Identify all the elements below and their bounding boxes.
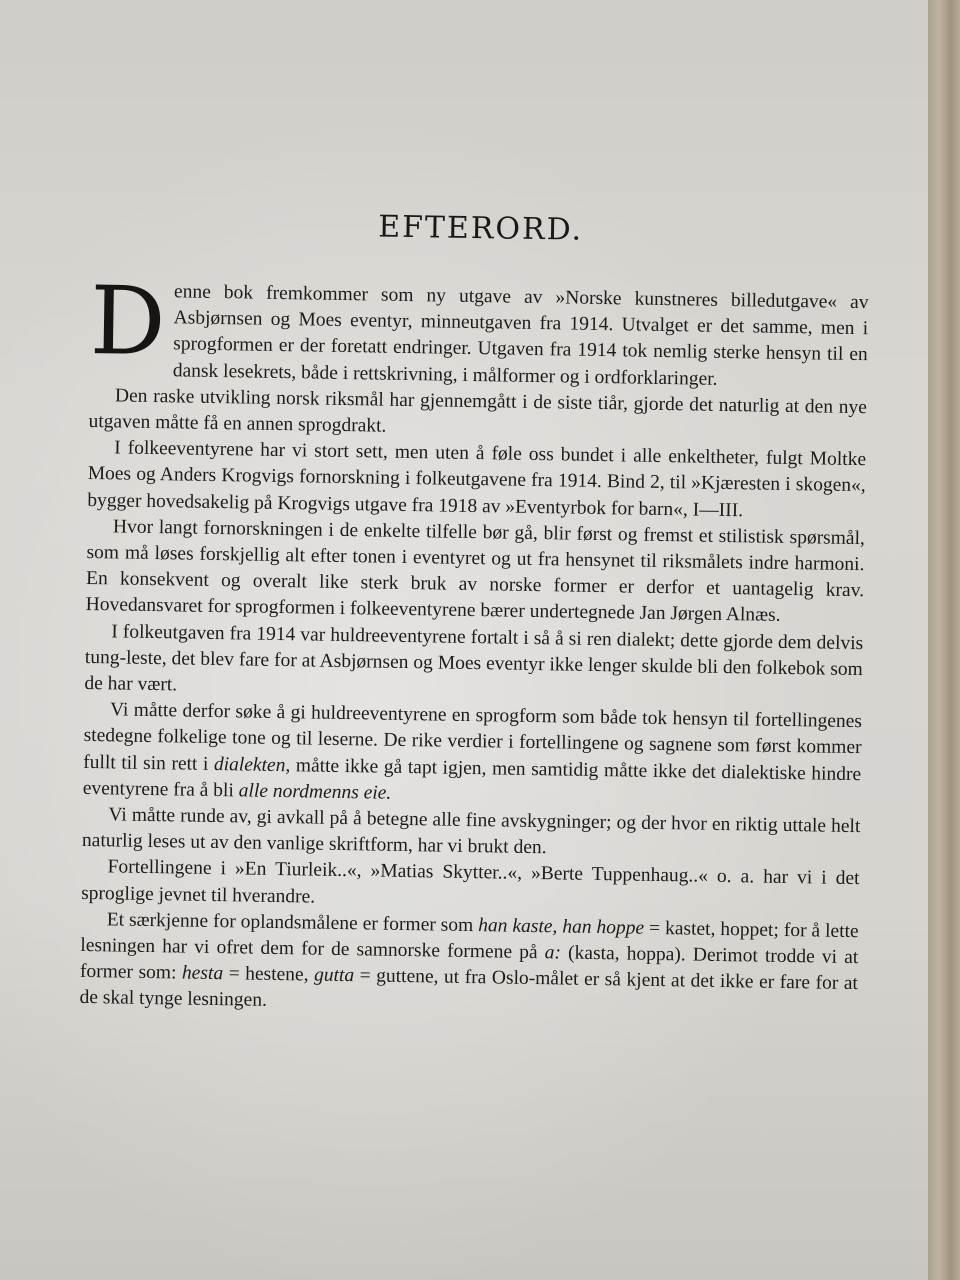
page-heading: EFTERORD. [377, 209, 584, 248]
page-edge [928, 0, 960, 1280]
paragraph-4 [86, 514, 866, 631]
drop-cap: D [89, 266, 167, 378]
paragraph-6 [83, 697, 863, 814]
italic-text: a: [544, 942, 562, 964]
paragraph-text: Den raske utvikling norsk riksmål har gjennemgått i de siste tiår, gjorde det naturlig at den nye utgaven måtte få en annen sprogdrakt. [88, 385, 868, 437]
italic-text: gutta [313, 964, 355, 987]
paragraph-text: måtte ikke gå tapt igjen, men samtidig måtte ikke det dialektiske hindre eventyrene fra å bli [82, 754, 862, 802]
paragraph-text: Fortellingene i »En Tiurleik..«, »Matias Skytter..«, »Berte Tuppenhaug..« o. a. har vi i det sproglige jevnet til hverandre. [81, 856, 860, 908]
paragraph-5 [84, 619, 863, 710]
paragraph-text: Hvor langt fornorskningen i de enkelte tilfelle bør gå, blir først og fremst et stilistisk spørsmål, som må løses forskjellig alt efter tonen i eventyret og ut fra hensynet til riksmålets indre harmoni. En konsekvent og overalt like sterk bruk av norske former er derfor et uantagelig krav. Hovedansvaret for sprogformen i folkeeventyrene bærer undertegnede Jan Jørgen Alnæs. [85, 516, 866, 627]
italic-text: dialekten, [213, 753, 291, 776]
paragraph-text: Vi måtte runde av, gi avkall på å betegne alle fine avskygninger; og der hvor en riktig uttale helt naturlig leses ut av den vanlige skriftform, har vi brukt den. [81, 804, 861, 859]
paragraph-3 [87, 435, 866, 526]
paragraph-text: = kastet, hoppet; for å lette lesningen har vi ofret dem for de samnorske formene på [80, 917, 859, 964]
paragraph-1 [89, 266, 869, 395]
italic-text: han kaste, han hoppe [478, 915, 645, 939]
italic-text: alle nordmenns eie. [238, 780, 392, 804]
paragraph-text: (kasta, hoppa). Derimot trodde vi at former som: [79, 942, 859, 984]
paragraph-text: enne bok fremkommer som ny utgave av »Norske kunstneres billedutgave« av Asbjørnsen og Moes eventyr, minneutgaven fra 1914. Utvalget er det samme, men i sprogformen er der foretatt endringer. Utgaven fra 1914 tok nemlig sterke hensyn til en dansk lesekrets, både i rettskrivning, i målformer og i ordforklaringer. [172, 281, 869, 390]
paragraph-text: I folkeeventyrene har vi stort sett, men uten å føle oss bundet i alle enkeltheter, fulgt Moltke Moes og Anders Krogvigs fornorskning i folkeutgavene fra 1914. Bind 2, til »Kjæresten i skogen«, bygger hovedsakelig på Krogvigs utgave fra 1918 av »Eventyrbok for barn«, I—III. [87, 437, 867, 521]
paragraph-text: Vi måtte derfor søke å gi huldreeventyrene en sprogform som både tok hensyn til fortellingenes stedegne folkelige tone og til leserne. De rike verdier i fortellingene og sagnene som først kommer fullt til sin rett i [83, 699, 863, 775]
page-content [79, 205, 870, 1024]
paragraph-text: = guttene, ut fra Oslo-målet er så kjent at det ikke er fare for at de skal tynge lesningen. [79, 965, 859, 1012]
italic-text: hesta [181, 962, 224, 985]
paragraph-text: Et særkjenne for oplandsmålene er former som [106, 909, 479, 937]
paragraph-text: I folkeutgaven fra 1914 var huldreeventyrene fortalt i så å si ren dialekt; dette gjorde dem delvis tung-leste, det blev fare for at Asbjørnsen og Moes eventyr ikke lenger skulde bli den folkebok som de har vært. [84, 620, 864, 696]
paragraph-text: = hestene, [222, 963, 315, 986]
paragraph-9 [79, 907, 859, 1024]
